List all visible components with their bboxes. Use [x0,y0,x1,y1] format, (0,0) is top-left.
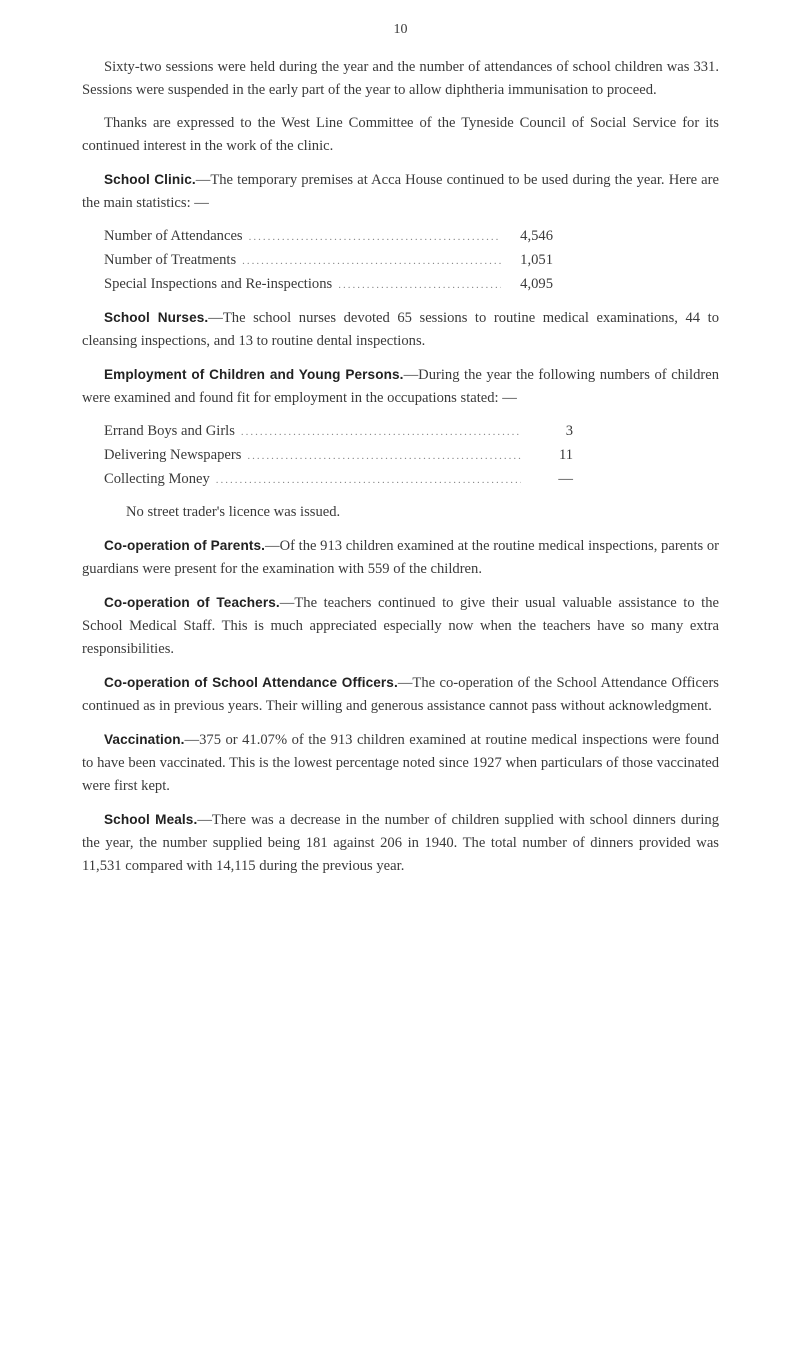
cooperation-parents-paragraph [82,534,719,581]
cooperation-attendance-text: —The co-operation of the School Attendance Officers continued as in previous years. Their willing and generous assistance cannot pass without acknowledgment. [82,675,719,714]
cooperation-teachers-text: —The teachers continued to give their usual valuable assistance to the School Medical Staff. This is much appreciated especially now when the teachers have so many extra responsibilities. [82,595,720,657]
school-clinic-heading: School Clinic. [104,172,196,187]
school-nurses-heading: School Nurses. [104,310,209,325]
vaccination-heading: Vaccination. [104,732,185,747]
intro-paragraph-1: Sixty-two sessions were held during the year and the number of attendances of school children was 331. Sessions were suspended in the early part of the year to allow diphtheria immunisation to proceed. [82,59,719,98]
vaccination-paragraph [82,728,719,798]
school-meals-paragraph [82,808,719,878]
employment-paragraph [82,363,719,410]
list-item: Special Inspections and Re-inspections ..... 4,095 [104,273,553,297]
list-item: Number of Attendances ..... 4,546 [104,225,553,249]
cooperation-parents-text: —Of the 913 children examined at the routine medical inspections, parents or guardians were present for the examination with 559 of the children. [82,538,719,577]
clinic-statistics-list [104,225,553,297]
school-meals-text: —There was a decrease in the number of children supplied with school dinners during the year, the number supplied being 181 against 206 in 1940. The total number of dinners provided was 11,531 compared with 14,115 during the previous year. [82,812,719,874]
employment-statistics-list [104,420,573,492]
school-clinic-paragraph [82,168,719,215]
list-item: Number of Treatments ..... 1,051 [104,249,553,273]
employment-heading: Employment of Children and Young Persons. [104,367,404,382]
employment-text: —During the year the following numbers of children were examined and found fit for employment in the occupations stated: — [82,367,720,406]
school-nurses-paragraph [82,306,719,353]
school-clinic-text: —The temporary premises at Acca House continued to be used during the year. Here are the main statistics: — [82,172,719,211]
vaccination-text: —375 or 41.07% of the 913 children examined at routine medical inspections were found to have been vaccinated. This is the lowest percentage noted since 1927 when particulars of those vaccinated were first kept. [82,732,719,794]
list-item: Delivering Newspapers ..... 11 [104,444,573,468]
list-item: Collecting Money ..... — [104,468,573,492]
street-trader-note: No street trader's licence was issued. [126,504,341,520]
cooperation-teachers-heading: Co-operation of Teachers. [104,595,280,610]
cooperation-attendance-paragraph [82,671,719,718]
cooperation-teachers-paragraph [82,591,719,661]
school-meals-heading: School Meals. [104,812,198,827]
cooperation-attendance-heading: Co-operation of School Attendance Officers. [104,675,398,690]
cooperation-parents-heading: Co-operation of Parents. [104,538,266,553]
page-number: 10 [393,22,408,37]
list-item: Errand Boys and Girls ..... 3 [104,420,573,444]
intro-paragraph-2: Thanks are expressed to the West Line Committee of the Tyneside Council of Social Service for its continued interest in the work of the clinic. [82,115,719,154]
school-nurses-text: —The school nurses devoted 65 sessions to routine medical examinations, 44 to cleansing inspections, and 13 to routine dental inspections. [82,310,719,349]
